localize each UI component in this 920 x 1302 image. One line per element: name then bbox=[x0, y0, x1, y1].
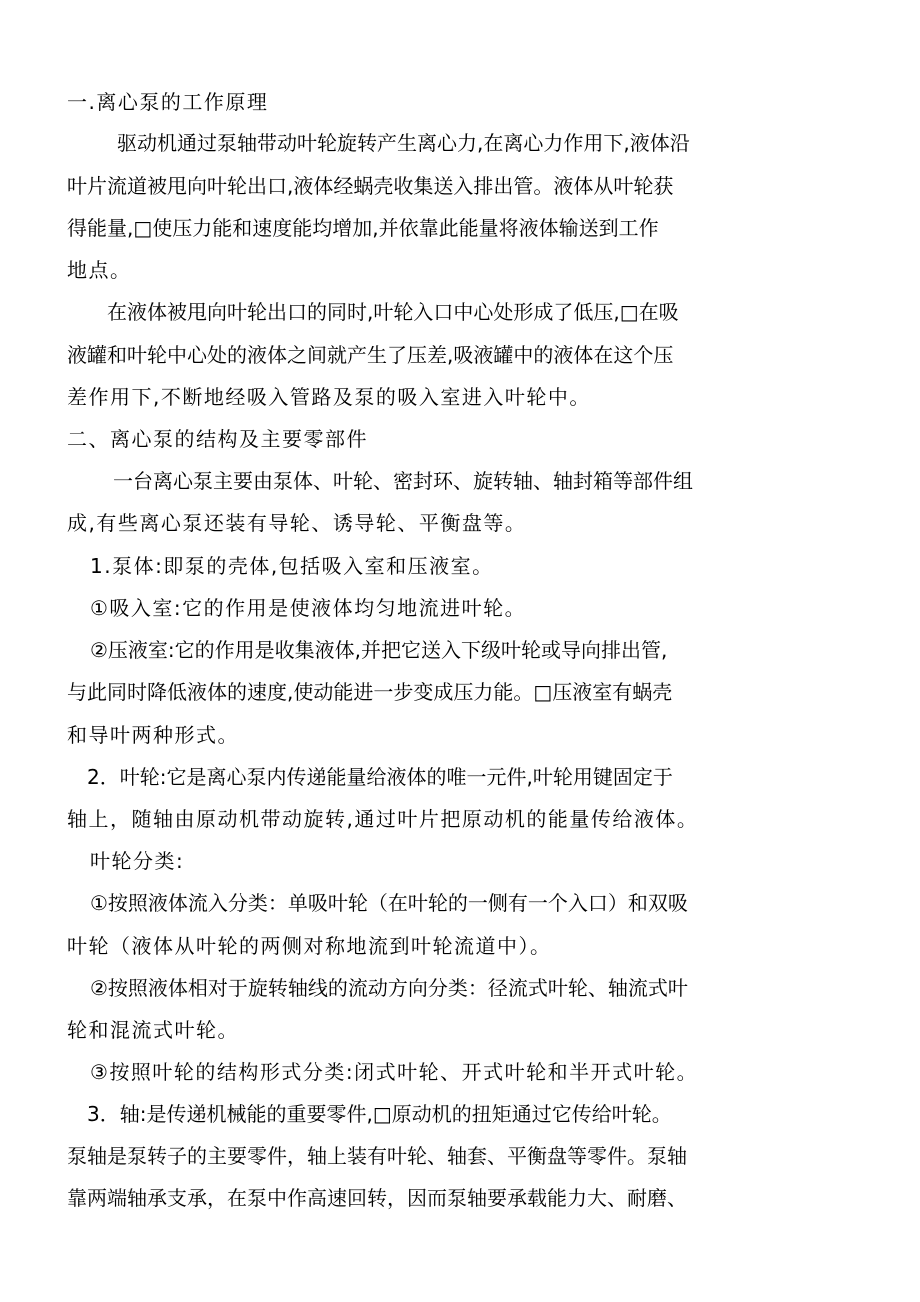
text-line: 轮和混流式叶轮。 bbox=[67, 1018, 239, 1042]
text-line: 地点。 bbox=[67, 258, 132, 282]
text-line: ①吸入室:它的作用是使液体均匀地流进叶轮。 bbox=[90, 596, 527, 620]
section-heading: 一.离心泵的工作原理 bbox=[67, 90, 269, 114]
text-line: 轴上，随轴由原动机带动旋转,通过叶片把原动机的能量传给液体。 bbox=[67, 807, 699, 831]
text-line: 在液体被甩向叶轮出口的同时,叶轮入口中心处形成了低压,□在吸 bbox=[107, 300, 679, 324]
text-line: ①按照液体流入分类：单吸叶轮（在叶轮的一侧有一个入口）和双吸 bbox=[90, 891, 688, 915]
text-line: ②按照液体相对于旋转轴线的流动方向分类：径流式叶轮、轴流式叶 bbox=[90, 976, 688, 1000]
text-line: 得能量,□使压力能和速度能均增加,并依靠此能量将液体输送到工作 bbox=[67, 216, 659, 240]
text-line: 叶片流道被甩向叶轮出口,液体经蜗壳收集送入排出管。液体从叶轮获 bbox=[67, 174, 674, 198]
text-line: 1.泵体:即泵的壳体,包括吸入室和压液室。 bbox=[90, 554, 494, 578]
text-line: 泵轴是泵转子的主要零件，轴上装有叶轮、轴套、平衡盘等零件。泵轴 bbox=[67, 1144, 687, 1168]
text-line: 和导叶两种形式。 bbox=[67, 723, 239, 747]
text-line: 一台离心泵主要由泵体、叶轮、密封环、旋转轴、轴封箱等部件组 bbox=[113, 469, 693, 493]
text-line: 驱动机通过泵轴带动叶轮旋转产生离心力,在离心力作用下,液体沿 bbox=[117, 131, 690, 155]
text-line: 3．轴:是传递机械能的重要零件,□原动机的扭矩通过它传给叶轮。 bbox=[87, 1102, 672, 1126]
text-line: 叶轮分类: bbox=[90, 849, 185, 873]
text-line: 2．叶轮:它是离心泵内传递能量给液体的唯一元件,叶轮用键固定于 bbox=[87, 765, 673, 789]
text-line: 靠两端轴承支承，在泵中作高速回转，因而泵轴要承载能力大、耐磨、 bbox=[67, 1186, 687, 1210]
text-line: ③按照叶轮的结构形式分类:闭式叶轮、开式叶轮和半开式叶轮。 bbox=[90, 1060, 699, 1084]
text-line: 成,有些离心泵还装有导轮、诱导轮、平衡盘等。 bbox=[67, 511, 527, 535]
text-line: 叶轮（液体从叶轮的两侧对称地流到叶轮流道中）。 bbox=[67, 934, 552, 958]
text-line: 液罐和叶轮中心处的液体之间就产生了压差,吸液罐中的液体在这个压 bbox=[67, 343, 674, 367]
text-line: 与此同时降低液体的速度,使动能进一步变成压力能。□压液室有蜗壳 bbox=[67, 680, 673, 704]
text-line: ②压液室:它的作用是收集液体,并把它送入下级叶轮或导向排出管, bbox=[90, 638, 668, 662]
text-line: 差作用下,不断地经吸入管路及泵的吸入室进入叶轮中。 bbox=[67, 385, 591, 409]
section-heading: 二、离心泵的结构及主要零部件 bbox=[67, 427, 368, 451]
